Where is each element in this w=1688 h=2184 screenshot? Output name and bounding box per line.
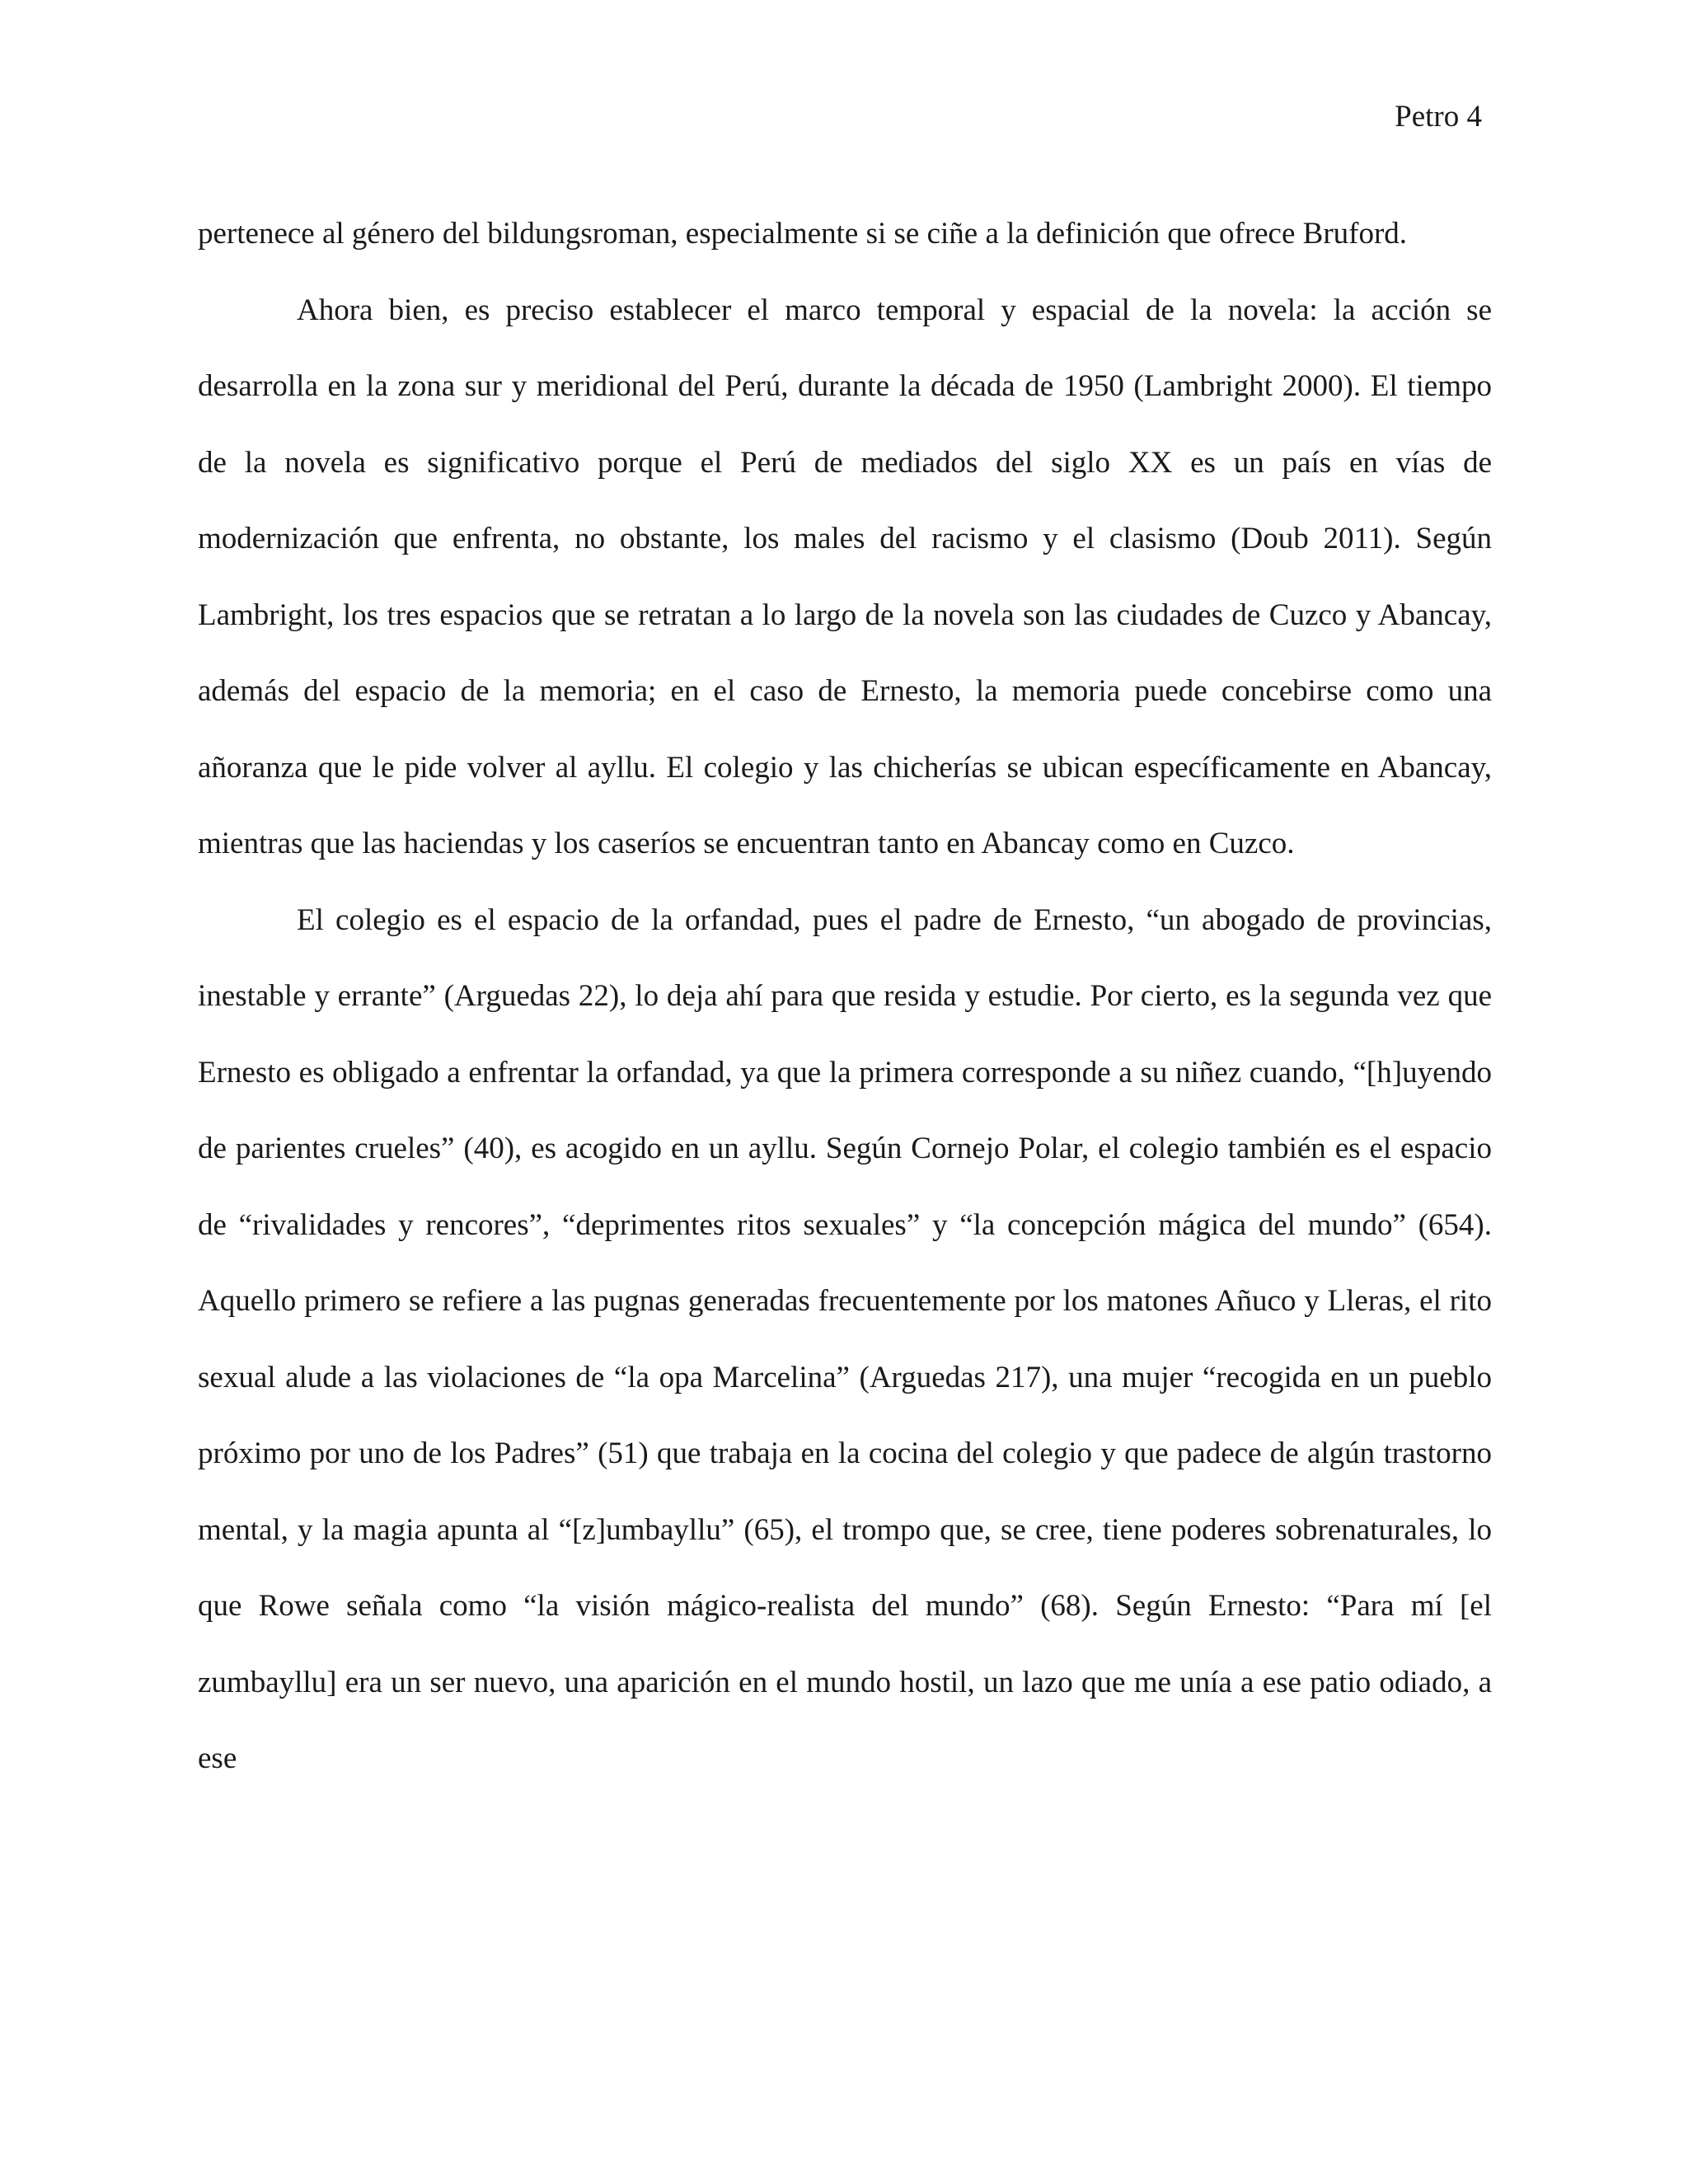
paragraph-colegio-orfandad: El colegio es el espacio de la orfandad, pues el padre de Ernesto, “un abogado de provincias, inestable y errante” (Arguedas 22), lo deja ahí para que resida y estudie. Por cierto, es la segunda vez que Ernesto es obligado a enfrentar la orfandad, ya que la primera corresponde a su niñez cuando, “[h]uyendo de parientes crueles” (40), es acogido en un ayllu. Según Cornejo Polar, el colegio también es el espacio de “rivalidades y rencores”, “deprimentes ritos sexuales” y “la concepción mágica del mundo” (654). Aquello primero se refiere a las pugnas generadas frecuentemente por los matones Añuco y Lleras, el rito sexual alude a las violaciones de “la opa Marcelina” (Arguedas 217), una mujer “recogida en un pueblo próximo por uno de los Padres” (51) que trabaja en la cocina del colegio y que padece de algún trastorno mental, y la magia apunta al “[z]umbayllu” (65), el trompo que, se cree, tiene poderes sobrenaturales, lo que Rowe señala como “la visión mágico-realista del mundo” (68). Según Ernesto: “Para mí [el zumbayllu] era un ser nuevo, una aparición en el mundo hostil, un lazo que me unía a ese patio odiado, a ese [198, 902, 1492, 1775]
paragraph-marco-temporal: Ahora bien, es preciso establecer el marco temporal y espacial de la novela: la acción se desarrolla en la zona sur y meridional del Perú, durante la década de 1950 (Lambright 2000). El tiempo de la novela es significativo porque el Perú de mediados del siglo XX es un país en vías de modernización que enfrenta, no obstante, los males del racismo y el clasismo (Doub 2011). Según Lambright, los tres espacios que se retratan a lo largo de la novela son las ciudades de Cuzco y Abancay, además del espacio de la memoria; en el caso de Ernesto, la memoria puede concebirse como una añoranza que le pide volver al ayllu. El colegio y las chicherías se ubican específicamente en Abancay, mientras que las haciendas y los caseríos se encuentran tanto en Abancay como en Cuzco. [198, 293, 1492, 860]
running-head: Petro 4 [1395, 100, 1482, 134]
document-body [198, 196, 1492, 1797]
paragraph-continuation: pertenece al género del bildungsroman, especialmente si se ciñe a la definición que ofrece Bruford. [198, 217, 1408, 251]
